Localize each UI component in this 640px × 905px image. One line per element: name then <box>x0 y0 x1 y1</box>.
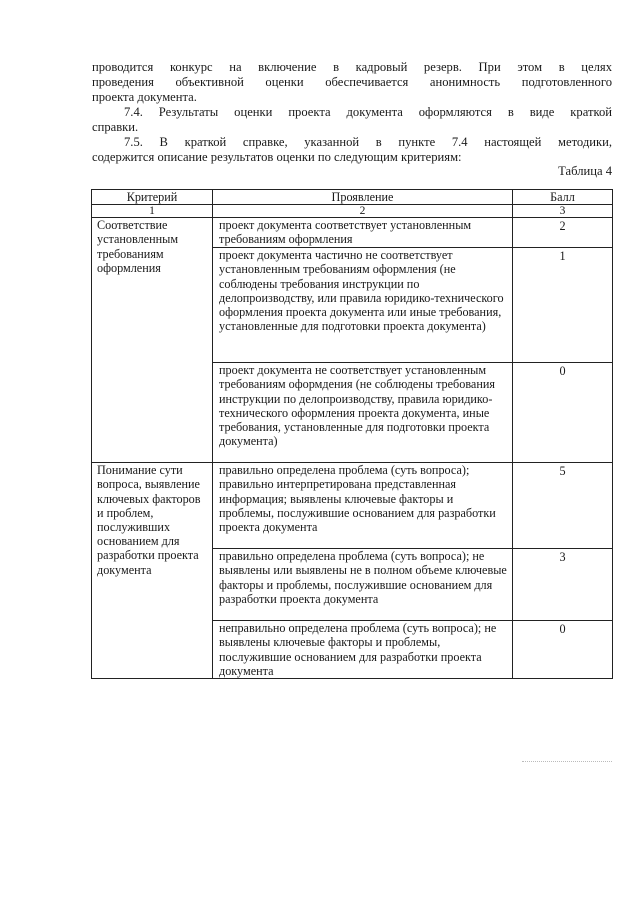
header-manifestation: Проявление <box>213 190 513 205</box>
paragraph-line: проводится конкурс на включение в кадровый резерв. При этом в целях <box>92 60 612 74</box>
score-cell: 2 <box>513 218 613 248</box>
paragraph-line: содержится описание результатов оценки по следующим критериям: <box>92 150 462 164</box>
score-cell: 5 <box>513 463 613 549</box>
table-header-row <box>92 190 613 205</box>
manifestation-cell: неправильно определена проблема (суть вопроса); не выявлены ключевые факторы и проблемы, послужившие основанием для разработки проекта документа <box>213 621 513 679</box>
manifestation-cell: проект документа частично не соответствует установленным требованиям оформления (не соблюдены требования инструкции по делопроизводству, или правила юридико-технического оформления проекта документа или иные требования, установленные для подготовки проекта документа) <box>213 248 513 363</box>
column-number: 1 <box>92 205 213 218</box>
paragraph-7-4 <box>92 105 612 135</box>
score-cell: 1 <box>513 248 613 363</box>
paragraph-line: 7.4. Результаты оценки проекта документа оформляются в виде краткой <box>124 105 612 119</box>
header-score: Балл <box>513 190 613 205</box>
table-row <box>92 218 613 248</box>
column-number: 3 <box>513 205 613 218</box>
column-number: 2 <box>213 205 513 218</box>
paragraph-7-5 <box>92 135 612 165</box>
score-cell: 3 <box>513 549 613 621</box>
column-number-row <box>92 205 613 218</box>
scan-artifact <box>522 761 612 764</box>
criterion-formatting: Соответствие установленным требованиям оформления <box>92 218 213 463</box>
table-caption: Таблица 4 <box>558 164 612 178</box>
manifestation-cell: проект документа соответствует установленным требованиям оформления <box>213 218 513 248</box>
manifestation-cell: правильно определена проблема (суть вопроса); правильно интерпретирована представленная информация; выявлены ключевые факторы и проблемы, послужившие основанием для разработки проекта документа <box>213 463 513 549</box>
paragraph-line: проекта документа. <box>92 90 197 104</box>
paragraph-1 <box>92 60 612 105</box>
criterion-understanding: Понимание сути вопроса, выявление ключевых факторов и проблем, послуживших основанием для разработки проекта документа <box>92 463 213 679</box>
score-cell: 0 <box>513 621 613 679</box>
manifestation-cell: проект документа не соответствует установленным требованиям оформдения (не соблюдены требования инструкции по делопроизводству, правила юридико-технического оформления проекта документа, иные требования, установленные для подготовки проекта документа) <box>213 363 513 463</box>
criteria-table <box>91 189 613 679</box>
table-row <box>92 463 613 549</box>
paragraph-line: справки. <box>92 120 139 134</box>
manifestation-cell: правильно определена проблема (суть вопроса); не выявлены или выявлены не в полном объеме ключевые факторы и проблемы, послужившие основанием для разработки проекта документа <box>213 549 513 621</box>
score-cell: 0 <box>513 363 613 463</box>
paragraph-line: 7.5. В краткой справке, указанной в пункте 7.4 настоящей методики, <box>124 135 612 149</box>
header-criterion: Критерий <box>92 190 213 205</box>
paragraph-line: проведения объективной оценки обеспечивается анонимность подготовленного <box>92 75 612 89</box>
